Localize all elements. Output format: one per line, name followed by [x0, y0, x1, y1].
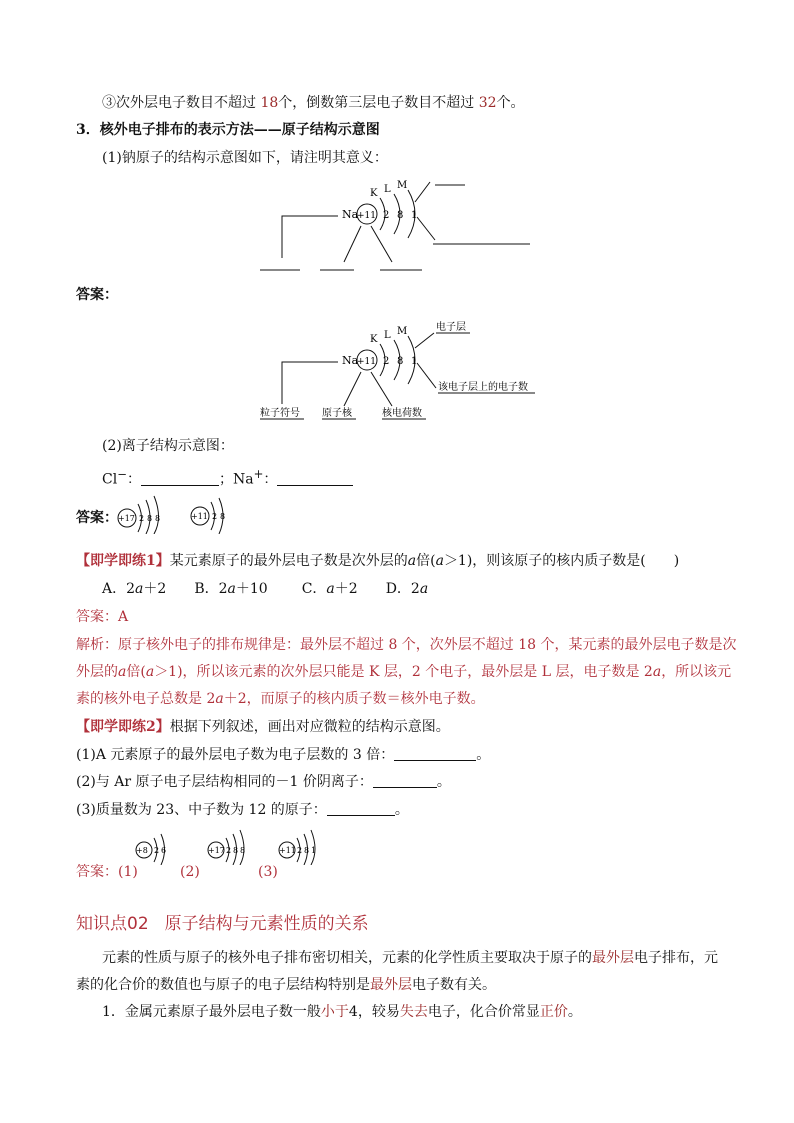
exercise-2-answer-diagrams	[130, 825, 330, 865]
arrow-symbol	[282, 216, 338, 258]
cl-e2: 8	[147, 514, 153, 523]
knowledge-point-heading: 知识点02 原子结构与元素性质的关系	[76, 914, 369, 934]
electron-count-l: 8	[397, 356, 404, 367]
shell-label-l: L	[384, 330, 391, 341]
analysis-line-3: 素的核外电子总数是 2a＋2，而原子的核内质子数＝核外电子数。	[76, 691, 485, 707]
analysis-line-1: 解析：原子核外电子的排布规律是：最外层不超过 8 个，次外层不超过 18 个，某元素的最外层电子数是次	[76, 637, 737, 653]
arrow-count	[417, 363, 436, 388]
atom-symbol: Na	[342, 354, 359, 367]
exercise-2-item-3: (3)质量数为 23、中子数为 12 的原子： 。	[76, 802, 409, 818]
svg-text:6: 6	[161, 846, 167, 855]
electron-count-m: 1	[411, 210, 418, 221]
cl-nucleus-charge: +17	[118, 514, 135, 523]
arrow-shell	[415, 182, 430, 202]
option-a[interactable]: A．2a＋2	[102, 581, 167, 597]
atom-symbol: Na	[342, 208, 359, 221]
shell-label-k: K	[370, 334, 378, 345]
svg-text:8: 8	[233, 846, 239, 855]
label-nuclear-charge: 核电荷数	[382, 408, 422, 419]
cl-e1: 2	[139, 514, 145, 523]
arrow-nucleus	[344, 226, 361, 262]
sodium-structure-diagram-blank	[250, 172, 550, 277]
nucleus-charge: +11	[357, 211, 376, 221]
svg-text:1: 1	[311, 846, 317, 855]
analysis-line-2: 外层的a倍(a＞1)，所以该元素的次外层只能是 K 层，2 个电子，最外层是 L 层，电子数是 2a，所以该元	[76, 664, 732, 680]
svg-text:8: 8	[240, 846, 246, 855]
arrow-charge	[371, 372, 392, 406]
svg-text:+17: +17	[208, 846, 225, 855]
label-electron-layer: 电子层	[436, 322, 466, 333]
answer-tag-2: (2)	[180, 864, 200, 880]
question-sodium-diagram: (1)钠原子的结构示意图如下，请注明其意义：	[102, 150, 388, 166]
option-c[interactable]: C．a＋2	[301, 581, 358, 597]
arrow-charge	[371, 226, 392, 262]
arrow-nucleus	[344, 372, 361, 406]
answer-label-3: 答案：(1)	[76, 864, 138, 880]
exercise-1-answer: 答案：A	[76, 609, 129, 625]
svg-text:2: 2	[154, 846, 160, 855]
answer-label-1: 答案：	[76, 287, 118, 303]
svg-text:+11: +11	[279, 846, 296, 855]
svg-text:8: 8	[304, 846, 310, 855]
option-d[interactable]: D．2a	[385, 581, 429, 597]
blank-na[interactable]	[277, 471, 353, 486]
arrow-symbol	[282, 362, 338, 404]
exercise-1-options	[102, 579, 428, 599]
answer-tag-3: (3)	[258, 864, 278, 880]
label-particle-symbol: 粒子符号	[260, 408, 300, 419]
exercise-2-item-2: (2)与 Ar 原子电子层结构相同的－1 价阴离子： 。	[76, 774, 451, 790]
paragraph-line-3: 1．金属元素原子最外层电子数一般小于4，较易失去电子，化合价常显正价。	[102, 1004, 582, 1020]
nucleus-charge: +11	[357, 357, 376, 367]
option-b[interactable]: B．2a＋10	[194, 581, 268, 597]
cl-e3: 8	[155, 514, 161, 523]
na-e2: 8	[220, 512, 226, 521]
blank-cl[interactable]	[141, 471, 219, 486]
blank-item-1[interactable]	[394, 746, 476, 761]
paragraph-line-1: 元素的性质与原子的核外电子排布密切相关，元素的化学性质主要取决于原子的最外层电子排布，元	[102, 950, 718, 966]
shell-label-l: L	[384, 184, 391, 195]
blank-item-2[interactable]	[373, 773, 437, 788]
electron-count-m: 1	[411, 356, 418, 367]
na-nucleus-charge: +11	[191, 512, 208, 521]
answer-label-2: 答案：	[76, 510, 118, 526]
label-nucleus: 原子核	[322, 408, 352, 419]
ion-answer-diagrams	[116, 490, 236, 534]
sodium-structure-diagram-answer	[250, 318, 550, 423]
electron-count-l: 8	[397, 210, 404, 221]
svg-text:2: 2	[226, 846, 232, 855]
shell-label-k: K	[370, 188, 378, 199]
exercise-1: 【即学即练1】某元素原子的最外层电子数是次外层的a倍(a＞1)，则该原子的核内质子数是( )	[76, 553, 680, 569]
ion-blanks: Cl−： ；Na+：	[102, 464, 353, 490]
label-electron-count: 该电子层上的电子数	[438, 382, 528, 393]
arrow-shell	[415, 333, 434, 348]
arrow-count	[417, 217, 435, 240]
exercise-2-item-1: (1)A 元素原子的最外层电子数为电子层数的 3 倍： 。	[76, 747, 491, 763]
shell-label-m: M	[397, 180, 408, 191]
exercise-2: 【即学即练2】根据下列叙述，画出对应微粒的结构示意图。	[76, 719, 450, 735]
svg-text:+8: +8	[136, 846, 148, 855]
section-heading-3: 3．核外电子排布的表示方法——原子结构示意图	[76, 122, 380, 138]
na-e1: 2	[212, 512, 218, 521]
electron-count-k: 2	[383, 210, 390, 221]
question-ion-diagram: (2)离子结构示意图：	[102, 438, 234, 454]
paragraph-line-2: 素的化合价的数值也与原子的电子层结构特别是最外层电子数有关。	[76, 977, 496, 993]
paragraph-shell-rule: ③次外层电子数目不超过 18个，倒数第三层电子数目不超过 32个。	[102, 95, 525, 111]
electron-count-k: 2	[383, 356, 390, 367]
blank-item-3[interactable]	[327, 801, 395, 816]
svg-text:2: 2	[297, 846, 303, 855]
shell-label-m: M	[397, 326, 408, 337]
